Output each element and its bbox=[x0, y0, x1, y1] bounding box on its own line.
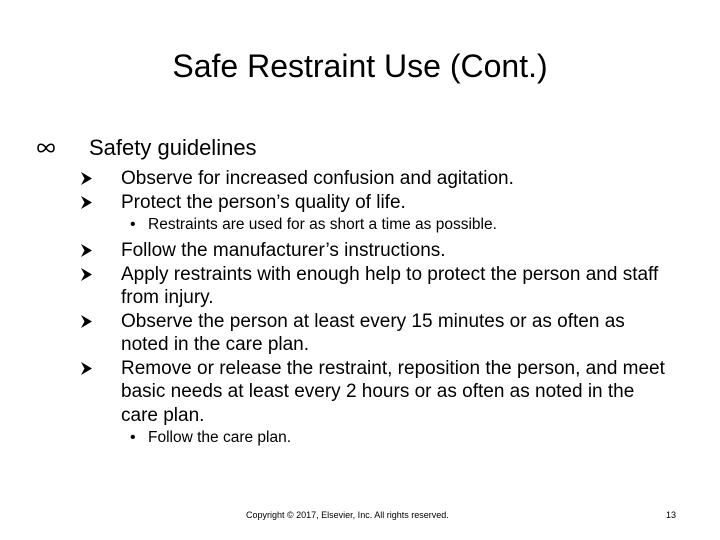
slide-title: Safe Restraint Use (Cont.) bbox=[172, 48, 548, 84]
sub-list-item-text: Follow the care plan. bbox=[148, 429, 292, 446]
bullet-dot-icon: • bbox=[130, 429, 136, 446]
list-item-text: Follow the manufacturer’s instructions. bbox=[121, 240, 446, 261]
list-item-text: Apply restraints with enough help to protect the person and staff from injury. bbox=[121, 263, 659, 308]
list-item bbox=[80, 167, 670, 191]
list-item-text: Protect the person’s quality of life. bbox=[121, 191, 406, 213]
arrowhead-icon bbox=[80, 171, 93, 186]
list-item bbox=[80, 239, 670, 263]
arrowhead-icon bbox=[80, 314, 93, 329]
list-item bbox=[80, 310, 670, 357]
page-number: 13 bbox=[666, 510, 677, 520]
infinity-icon bbox=[36, 142, 56, 154]
sub-list-item-text: Restraints are used for as short a time as possible. bbox=[148, 216, 497, 233]
arrowhead-icon bbox=[80, 267, 93, 282]
guideline-list bbox=[80, 167, 670, 452]
sub-list-item bbox=[80, 214, 670, 236]
bullet-dot-icon: • bbox=[130, 216, 136, 233]
section-heading: Safety guidelines bbox=[89, 135, 257, 160]
list-item-text: Observe for increased confusion and agitation. bbox=[121, 168, 514, 189]
list-item bbox=[80, 263, 670, 310]
arrowhead-icon bbox=[80, 195, 93, 210]
sub-list-item bbox=[80, 427, 670, 449]
arrowhead-icon bbox=[80, 243, 93, 258]
list-item bbox=[80, 357, 670, 428]
arrowhead-icon bbox=[80, 361, 93, 376]
list-item-text: Remove or release the restraint, reposition the person, and meet basic needs at least every 2 hours or as often as noted in the care plan. bbox=[121, 357, 665, 426]
list-item-text: Observe the person at least every 15 minutes or as often as noted in the care plan. bbox=[121, 310, 625, 355]
copyright-text: Copyright © 2017, Elsevier, Inc. All rights reserved. bbox=[246, 510, 449, 520]
list-item bbox=[80, 191, 670, 215]
